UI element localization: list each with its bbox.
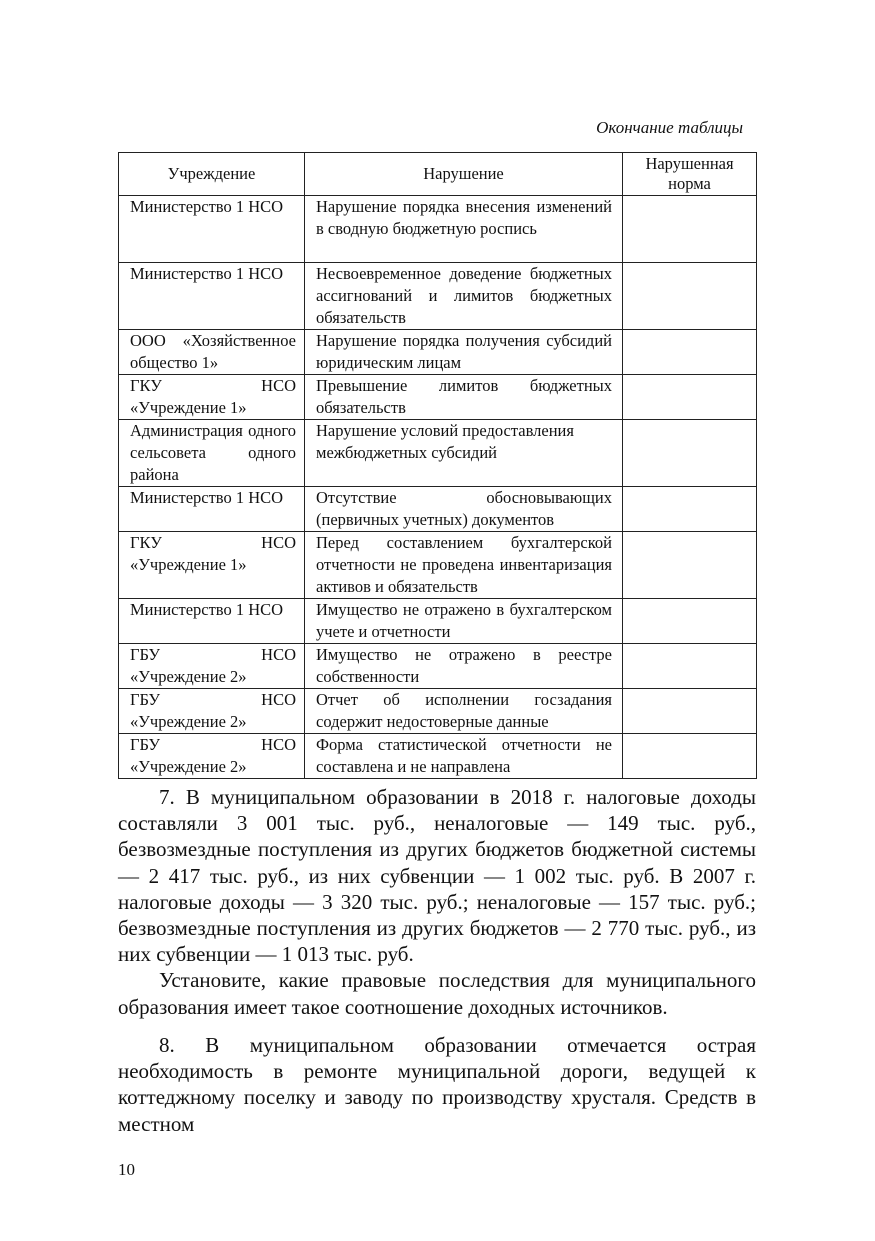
cell-institution: Администрация одного сельсовета одного района [119,420,305,487]
cell-institution: ООО «Хозяйственное общество 1» [119,330,305,375]
table-row [119,689,757,734]
cell-norm [623,644,757,689]
cell-institution: ГБУ НСО «Учреждение 2» [119,689,305,734]
cell-violation: Имущество не отражено в бухгалтерском учете и отчетности [305,599,623,644]
cell-violation: Нарушение порядка внесения изменений в сводную бюджетную роспись [305,196,623,263]
violations-table [118,152,757,779]
table-header-row [119,153,757,196]
table-row [119,420,757,487]
table-row [119,644,757,689]
table-row [119,487,757,532]
task-7-text: 7. В муниципальном образовании в 2018 г. налоговые доходы составляли 3 001 тыс. руб., неналоговые — 149 тыс. руб., безвозмездные поступления из других бюджетов бюджетной системы — 2 417 тыс. руб., из них субвенции — 1 002 тыс. руб. В 2007 г. налоговые доходы — 3 320 тыс. руб.; неналоговые — 157 тыс. руб.; безвозмездные поступления из других бюджетов — 2 770 тыс. руб., из них субвенции — 1 013 тыс. руб. [118,785,756,967]
cell-violation: Форма статистической отчетности не составлена и не направлена [305,734,623,779]
cell-norm [623,330,757,375]
cell-violation: Превышение лимитов бюджетных обязательств [305,375,623,420]
cell-institution: Министерство 1 НСО [119,487,305,532]
cell-violation: Имущество не отражено в реестре собственности [305,644,623,689]
cell-norm [623,734,757,779]
header-violation: Нарушение [305,153,623,196]
page-number: 10 [118,1160,135,1179]
cell-violation: Нарушение порядка получения субсидий юридическим лицам [305,330,623,375]
table-caption: Окончание таблицы [596,118,743,137]
cell-institution: ГКУ НСО «Учреждение 1» [119,375,305,420]
table-row [119,330,757,375]
task-8-text: 8. В муниципальном образовании отмечается острая необходимость в ремонте муниципальной дороги, ведущей к коттеджному поселку и заводу по производству хрусталя. Средств в местном [118,1033,756,1136]
cell-norm [623,375,757,420]
cell-violation: Отсутствие обосновывающих (первичных учетных) документов [305,487,623,532]
cell-norm [623,599,757,644]
header-norm: Нарушенная норма [623,153,757,196]
table-row [119,263,757,330]
table-row [119,599,757,644]
task-8 [118,1032,756,1137]
cell-institution: ГБУ НСО «Учреждение 2» [119,644,305,689]
cell-norm [623,532,757,599]
cell-norm [623,196,757,263]
cell-institution: Министерство 1 НСО [119,599,305,644]
cell-norm [623,689,757,734]
cell-institution: Министерство 1 НСО [119,196,305,263]
table-row [119,532,757,599]
task-7 [118,784,756,1020]
cell-institution: ГКУ НСО «Учреждение 1» [119,532,305,599]
cell-violation: Отчет об исполнении госзадания содержит недостоверные данные [305,689,623,734]
cell-violation: Нарушение условий предоставления межбюджетных субсидий [305,420,623,487]
table-row [119,196,757,263]
cell-norm [623,263,757,330]
task-7-question: Установите, какие правовые последствия для муниципального образования имеет такое соотношение доходных источников. [118,968,756,1019]
header-institution: Учреждение [119,153,305,196]
table-row [119,375,757,420]
cell-norm [623,420,757,487]
cell-violation: Несвоевременное доведение бюджетных ассигнований и лимитов бюджетных обязательств [305,263,623,330]
cell-institution: Министерство 1 НСО [119,263,305,330]
table-row [119,734,757,779]
cell-violation: Перед составлением бухгалтерской отчетности не проведена инвентаризация активов и обязательств [305,532,623,599]
cell-norm [623,487,757,532]
cell-institution: ГБУ НСО «Учреждение 2» [119,734,305,779]
